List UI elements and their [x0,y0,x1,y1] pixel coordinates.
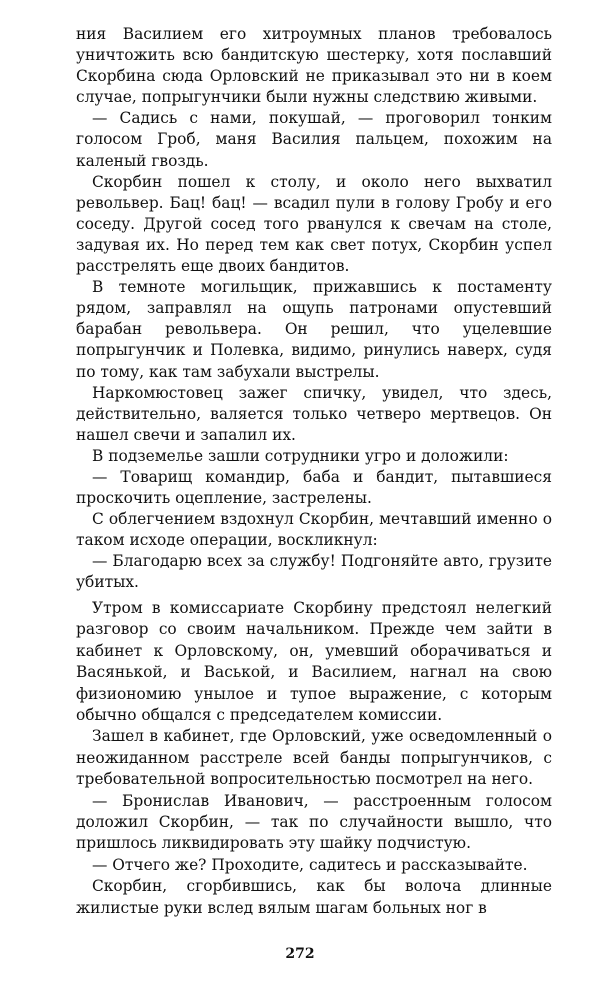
paragraph: С облегчением вздохнул Скорбин, мечтавший именно о таком исходе операции, воскликнул: [76,510,552,550]
page-number: 272 [285,946,315,962]
paragraph: Утром в комиссариате Скорбину предстоял нелегкий разговор со своим начальником. Прежде чем зайти в кабинет к Орловскому, он, умевший оборачиваться и Васянькой, и Васькой, и Василием, нагнал на свою физиономию унылое и тупое выражение, с которым обычно общался с председателем комиссии. [76,599,552,725]
paragraph: ния Василием его хитроумных планов требовалось уничтожить всю бандитскую шестерку, хотя пославший Скорбина сюда Орловский не приказывал это ни в коем случае, попрыгунчики были нужны следствию живыми. [76,25,552,107]
paragraph: — Бронислав Иванович, — расстроенным голосом доложил Скорбин, — так по случайности вышло, что пришлось ликвидировать эту шайку подчистую. [76,791,552,853]
paragraph: — Товарищ командир, баба и бандит, пытавшиеся проскочить оцепление, застрелены. [76,467,552,508]
paragraph: Наркомюстовец зажег спичку, увидел, что здесь, действительно, валяется только четверо мертвецов. Он нашел свечи и запалил их. [76,383,552,444]
paragraph: Скорбин пошел к столу, и около него выхватил револьвер. Бац! бац! — всадил пули в голову Гробу и его соседу. Другой сосед того рванулся к свечам на столе, задувая их. Но перед тем как свет потух, Скорбин успел расстрелять еще двоих бандитов. [76,172,552,276]
paragraph: — Садись с нами, покушай, — проговорил тонким голосом Гроб, маня Василия пальцем, похожим на каленый гвоздь. [76,109,552,170]
text-section-1 [76,24,552,594]
paragraph: Зашел в кабинет, где Орловский, уже осведомленный о неожиданном расстреле всей банды попрыгунчиков, с требовательной вопросительностью посмотрел на него. [76,727,552,789]
paragraph: — Отчего же? Проходите, садитесь и рассказывайте. [92,855,528,874]
paragraph: Скорбин, сгорбившись, как бы волоча длинные жилистые руки вслед вялым шагам больных ног в [76,877,552,917]
paragraph: — Благодарю всех за службу! Подгоняйте авто, грузите убитых. [76,552,552,592]
text-section-2 [76,598,552,919]
paragraph: В подземелье зашли сотрудники угро и доложили: [92,446,509,465]
paragraph: В темноте могильщик, прижавшись к постаменту рядом, заправлял на ощупь патронами опустевший барабан револьвера. Он решил, что уцелевшие попрыгунчик и Полевка, видимо, ринулись наверх, судя по тому, как там забухали выстрелы. [76,278,552,381]
